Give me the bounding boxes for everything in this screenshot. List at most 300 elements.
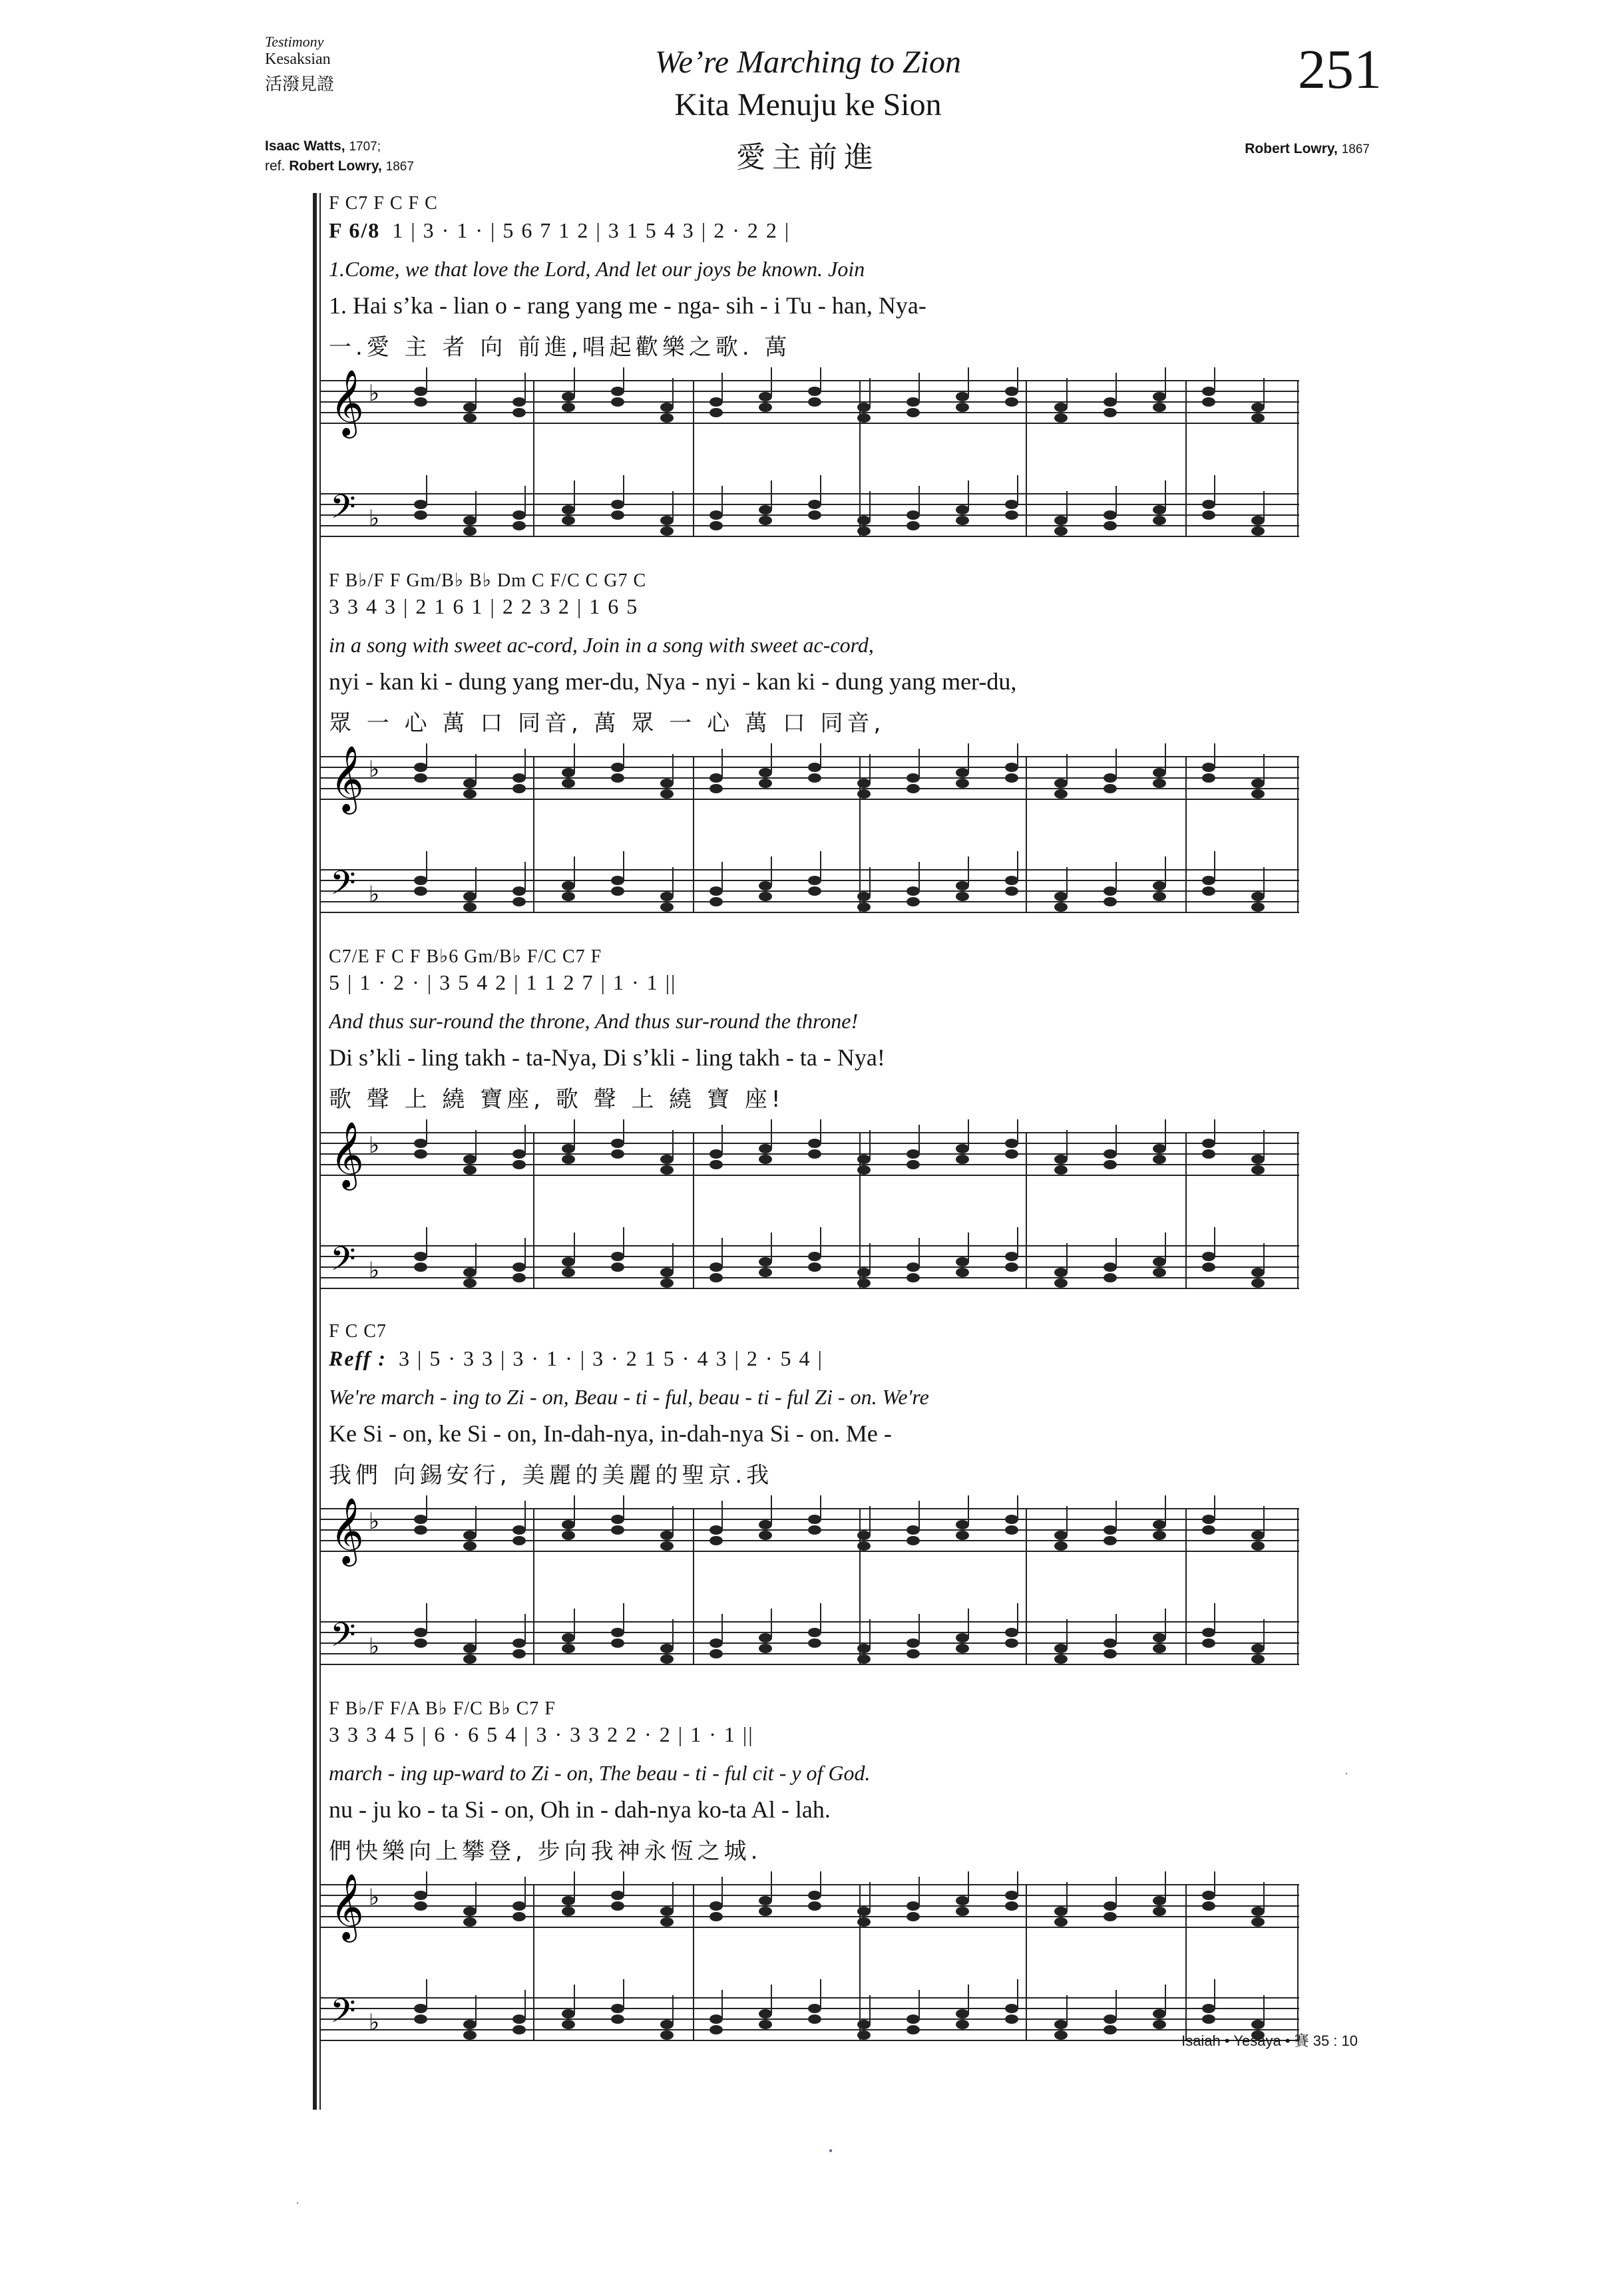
note-head: [1251, 902, 1265, 912]
treble-clef-icon: 𝄞: [330, 1121, 364, 1188]
system-left-bar: [313, 1697, 317, 2110]
music-system: [313, 193, 1311, 606]
note-head: [709, 897, 723, 906]
note-head: [611, 763, 624, 772]
note-head: [1054, 403, 1068, 412]
note-head: [956, 2020, 969, 2029]
note-head: [709, 773, 723, 783]
note-head: [1104, 510, 1117, 520]
note-head: [1005, 886, 1018, 896]
note-head: [1005, 1262, 1018, 1272]
refrain-year: 1867: [385, 160, 414, 174]
scripture-reference: Isaiah • Yesaya • 賽 35 : 10: [1181, 2032, 1358, 2049]
note-head: [907, 897, 920, 906]
note-head: [512, 1912, 526, 1921]
note-head: [709, 2014, 723, 2024]
lyrics-english: We're march - ing to Zi - on, Beau - ti - ful, beau - ti - ful Zi - on. We're: [329, 1385, 929, 1409]
note-head: [1005, 763, 1018, 772]
note-head: [463, 1531, 477, 1540]
note-head: [463, 526, 477, 536]
note-head: [414, 1515, 427, 1524]
bass-clef-icon: 𝄢: [330, 1240, 356, 1286]
note-head: [956, 1268, 969, 1277]
note-head: [1202, 886, 1215, 896]
note-head: [907, 397, 920, 407]
note-head: [512, 1536, 526, 1545]
note-head: [562, 1520, 575, 1529]
note-head: [463, 1278, 477, 1288]
words-author: Isaac Watts,: [265, 138, 345, 154]
note-head: [611, 1525, 624, 1535]
note-head: [1104, 773, 1117, 783]
note-head: [759, 505, 772, 514]
cipher-notes: 1 | 3 · 1 · | 5 6 7 1 2 | 3 1 5 4 3 | 2 · 2 2 |: [392, 218, 791, 242]
hymn-title-indonesian: Kita Menuju ke Sion: [674, 87, 942, 122]
flat-sign-icon: ♭: [369, 1884, 380, 1911]
note-head: [1202, 1891, 1215, 1900]
music-system: [313, 1321, 1311, 1734]
category-en: Testimony: [265, 33, 324, 50]
note-head: [1251, 779, 1265, 788]
note-head: [463, 892, 477, 901]
note-head: [562, 1531, 575, 1540]
lyrics-indonesian: nu - ju ko - ta Si - on, Oh in - dah-nya ko-ta Al - lah.: [329, 1796, 831, 1823]
note-head: [1251, 1278, 1265, 1288]
note-head: [463, 902, 477, 912]
note-head: [808, 500, 821, 509]
note-head: [907, 1273, 920, 1282]
note-head: [1104, 897, 1117, 906]
note-head: [611, 886, 624, 896]
note-head: [1251, 413, 1265, 423]
note-head: [512, 510, 526, 520]
cipher-notation: [329, 218, 1301, 243]
note-head: [463, 1155, 477, 1164]
treble-clef-icon: 𝄞: [330, 1873, 364, 1940]
system-left-bar: [313, 569, 317, 982]
note-head: [1202, 397, 1215, 407]
note-head: [562, 768, 575, 777]
note-head: [1251, 516, 1265, 525]
note-head: [1104, 1901, 1117, 1911]
scan-speck: ·: [296, 2196, 300, 2209]
hymn-number: 251: [1298, 39, 1382, 100]
note-head: [709, 784, 723, 793]
note-head: [1054, 1654, 1068, 1664]
note-head: [1005, 1149, 1018, 1159]
lyrics-indonesian: nyi - kan ki - dung yang mer-du, Nya - nyi - kan ki - dung yang mer-du,: [329, 668, 1017, 695]
music-credit: [1245, 141, 1370, 157]
note-head: [1005, 2014, 1018, 2024]
note-head: [907, 510, 920, 520]
note-head: [1005, 1252, 1018, 1261]
note-head: [463, 779, 477, 788]
note-head: [512, 897, 526, 906]
note-head: [562, 1144, 575, 1153]
note-head: [759, 768, 772, 777]
note-head: [1054, 902, 1068, 912]
note-head: [1104, 886, 1117, 896]
flat-sign-icon: ♭: [369, 1132, 380, 1159]
note-head: [660, 779, 674, 788]
note-head: [907, 1638, 920, 1648]
note-head: [1202, 773, 1215, 783]
system-left-bar: [313, 945, 317, 1358]
note-head: [414, 397, 427, 407]
cipher-notation: [329, 1346, 1301, 1371]
note-head: [1153, 1268, 1166, 1277]
note-head: [709, 2025, 723, 2034]
note-head: [1054, 1644, 1068, 1653]
note-head: [611, 1262, 624, 1272]
note-head: [414, 510, 427, 520]
note-head: [463, 516, 477, 525]
lyrics-chinese: 眾 一 心 萬 口 同音, 萬 眾 一 心 萬 口 同音,: [329, 710, 885, 737]
note-head: [1153, 1257, 1166, 1266]
note-head: [463, 403, 477, 412]
note-head: [562, 892, 575, 901]
note-head: [1251, 789, 1265, 799]
note-head: [907, 408, 920, 417]
note-head: [414, 2004, 427, 2013]
lyrics-english: in a song with sweet ac-cord, Join in a song with sweet ac-cord,: [329, 633, 874, 657]
note-head: [1104, 397, 1117, 407]
note-head: [562, 1268, 575, 1277]
note-head: [1005, 1139, 1018, 1148]
note-head: [808, 510, 821, 520]
note-head: [759, 881, 772, 890]
category-zh: 活潑見證: [265, 75, 335, 95]
bass-clef-icon: 𝄢: [330, 488, 356, 534]
lyrics-english: march - ing up-ward to Zi - on, The beau - ti - ful cit - y of God.: [329, 1761, 871, 1785]
note-head: [660, 1531, 674, 1540]
note-head: [1251, 1644, 1265, 1653]
note-head: [512, 1149, 526, 1159]
category-id: Kesaksian: [265, 51, 331, 68]
lyrics-indonesian: Ke Si - on, ke Si - on, In-dah-nya, in-dah-nya Si - on. Me -: [329, 1420, 892, 1447]
flat-sign-icon: ♭: [369, 380, 380, 407]
hymn-title-english: We’re Marching to Zion: [655, 45, 961, 80]
note-head: [512, 886, 526, 896]
note-head: [759, 2009, 772, 2018]
note-head: [808, 1262, 821, 1272]
note-head: [808, 387, 821, 396]
note-head: [1202, 876, 1215, 885]
note-head: [1005, 387, 1018, 396]
note-head: [1153, 403, 1166, 412]
note-head: [1202, 510, 1215, 520]
lyrics-chinese: 我們 向錫安行, 美麗的美麗的聖京.我: [329, 1462, 773, 1489]
flat-sign-icon: ♭: [369, 1633, 380, 1660]
note-head: [1202, 1525, 1215, 1535]
note-head: [1054, 779, 1068, 788]
note-head: [1153, 881, 1166, 890]
note-head: [1251, 892, 1265, 901]
note-head: [562, 1257, 575, 1266]
note-head: [512, 1649, 526, 1658]
note-head: [660, 789, 674, 799]
note-head: [1054, 1278, 1068, 1288]
note-head: [1054, 1155, 1068, 1164]
note-head: [1054, 526, 1068, 536]
note-head: [512, 1638, 526, 1648]
note-head: [1005, 1628, 1018, 1637]
note-head: [1005, 1638, 1018, 1648]
note-head: [611, 510, 624, 520]
note-head: [1005, 1891, 1018, 1900]
note-head: [463, 413, 477, 423]
note-head: [709, 408, 723, 417]
lyrics-english: And thus sur-round the throne, And thus sur-round the throne!: [329, 1009, 859, 1033]
note-head: [562, 1155, 575, 1164]
note-head: [562, 881, 575, 890]
hymn-title-chinese: 愛主前進: [736, 140, 880, 174]
cipher-notation: 5 | 1 · 2 · | 3 5 4 2 | 1 1 2 7 | 1 · 1 ||: [329, 970, 677, 994]
note-head: [709, 1262, 723, 1272]
note-head: [1153, 892, 1166, 901]
cipher-notation: 3 3 3 4 5 | 6 · 6 5 4 | 3 · 3 3 2 2 · 2 | 1 · 1 ||: [329, 1722, 754, 1746]
music-system: [313, 1697, 1311, 2110]
note-head: [414, 1628, 427, 1637]
note-head: [611, 2004, 624, 2013]
note-head: [759, 892, 772, 901]
note-head: [660, 413, 674, 423]
note-head: [414, 1891, 427, 1900]
note-head: [956, 392, 969, 401]
note-head: [808, 886, 821, 896]
note-head: [956, 1520, 969, 1529]
note-head: [1005, 1515, 1018, 1524]
note-head: [907, 1912, 920, 1921]
note-head: [414, 1139, 427, 1148]
note-head: [1054, 892, 1068, 901]
note-head: [512, 2025, 526, 2034]
refrain-prefix: ref.: [265, 158, 286, 174]
note-head: [463, 1268, 477, 1277]
bass-clef-icon: 𝄢: [330, 864, 356, 910]
note-head: [709, 1160, 723, 1169]
note-head: [562, 1896, 575, 1905]
note-head: [414, 773, 427, 783]
note-head: [759, 516, 772, 525]
note-head: [1251, 1917, 1265, 1927]
flat-sign-icon: ♭: [369, 756, 380, 783]
note-head: [660, 1165, 674, 1175]
note-head: [611, 1252, 624, 1261]
note-head: [562, 2009, 575, 2018]
flat-sign-icon: ♭: [369, 505, 380, 532]
refrain-author: Robert Lowry,: [289, 158, 382, 174]
note-head: [1054, 413, 1068, 423]
note-head: [1251, 526, 1265, 536]
note-head: [463, 1654, 477, 1664]
grand-staff: [321, 1119, 1306, 1346]
note-head: [562, 779, 575, 788]
note-head: [1251, 403, 1265, 412]
note-head: [709, 1536, 723, 1545]
note-head: [709, 1273, 723, 1282]
note-head: [956, 768, 969, 777]
note-head: [759, 392, 772, 401]
note-head: [907, 1160, 920, 1169]
note-head: [1251, 1541, 1265, 1551]
note-head: [759, 1644, 772, 1653]
note-head: [512, 408, 526, 417]
note-head: [1153, 1633, 1166, 1642]
note-head: [1153, 2009, 1166, 2018]
note-head: [1005, 2004, 1018, 2013]
note-head: [709, 886, 723, 896]
note-head: [463, 1917, 477, 1927]
note-head: [660, 902, 674, 912]
note-head: [660, 2020, 674, 2029]
note-head: [1054, 789, 1068, 799]
note-head: [907, 2025, 920, 2034]
note-head: [562, 505, 575, 514]
note-head: [1202, 1901, 1215, 1911]
note-head: [709, 1912, 723, 1921]
note-head: [414, 387, 427, 396]
key-signature-label: F 6/8: [329, 218, 381, 242]
note-head: [808, 1628, 821, 1637]
note-head: [1054, 2020, 1068, 2029]
note-head: [1005, 500, 1018, 509]
note-head: [759, 1257, 772, 1266]
note-head: [512, 784, 526, 793]
note-head: [660, 1907, 674, 1916]
note-head: [660, 1541, 674, 1551]
note-head: [1104, 1273, 1117, 1282]
note-head: [956, 505, 969, 514]
note-head: [709, 1649, 723, 1658]
note-head: [1005, 1901, 1018, 1911]
note-head: [1202, 1252, 1215, 1261]
note-head: [660, 892, 674, 901]
note-head: [709, 510, 723, 520]
note-head: [1251, 2020, 1265, 2029]
note-head: [512, 1160, 526, 1169]
words-credit: [265, 138, 381, 154]
note-head: [660, 1268, 674, 1277]
bass-clef-icon: 𝄢: [330, 1992, 356, 2038]
note-head: [1104, 1525, 1117, 1535]
chord-symbols: C7/E F C F B♭6 Gm/B♭ F/C C7 F: [329, 946, 602, 967]
note-head: [956, 1144, 969, 1153]
note-head: [1054, 516, 1068, 525]
note-head: [907, 1536, 920, 1545]
scan-speck: •: [829, 2144, 833, 2158]
note-head: [759, 2020, 772, 2029]
note-head: [808, 1515, 821, 1524]
note-head: [759, 1144, 772, 1153]
note-head: [1153, 1531, 1166, 1540]
note-head: [611, 1139, 624, 1148]
note-head: [808, 1149, 821, 1159]
note-head: [1104, 521, 1117, 530]
note-head: [414, 500, 427, 509]
note-head: [808, 1901, 821, 1911]
note-head: [907, 2014, 920, 2024]
note-head: [907, 773, 920, 783]
lyrics-indonesian: 1. Hai s’ka - lian o - rang yang me - nga- sih - i Tu - han, Nya-: [329, 292, 926, 319]
note-head: [1202, 1638, 1215, 1648]
note-head: [759, 1896, 772, 1905]
note-head: [414, 1901, 427, 1911]
note-head: [611, 1628, 624, 1637]
flat-sign-icon: ♭: [369, 2009, 380, 2036]
note-head: [512, 1273, 526, 1282]
note-head: [1104, 1149, 1117, 1159]
lyrics-chinese: 一.愛 主 者 向 前進,唱起歡樂之歌. 萬: [329, 334, 791, 361]
note-head: [1153, 768, 1166, 777]
cipher-notation: 3 3 4 3 | 2 1 6 1 | 2 2 3 2 | 1 6 5: [329, 594, 639, 618]
note-head: [907, 521, 920, 530]
note-head: [956, 892, 969, 901]
note-head: [660, 1917, 674, 1927]
note-head: [808, 773, 821, 783]
music-system: [313, 569, 1311, 982]
note-head: [1054, 1917, 1068, 1927]
note-head: [1153, 1144, 1166, 1153]
note-head: [660, 1644, 674, 1653]
note-head: [1251, 1268, 1265, 1277]
note-head: [907, 1525, 920, 1535]
note-head: [463, 1165, 477, 1175]
note-head: [808, 763, 821, 772]
note-head: [808, 876, 821, 885]
note-head: [1005, 773, 1018, 783]
note-head: [1251, 1907, 1265, 1916]
note-head: [759, 1520, 772, 1529]
note-head: [808, 2004, 821, 2013]
note-head: [759, 1268, 772, 1277]
note-head: [1153, 1520, 1166, 1529]
note-head: [907, 1649, 920, 1658]
note-head: [414, 1252, 427, 1261]
note-head: [562, 516, 575, 525]
note-head: [1054, 1907, 1068, 1916]
note-head: [611, 1638, 624, 1648]
note-head: [709, 1638, 723, 1648]
note-head: [463, 1907, 477, 1916]
lyrics-chinese: 歌 聲 上 繞 寶座, 歌 聲 上 繞 寶 座!: [329, 1086, 785, 1113]
note-head: [660, 403, 674, 412]
note-head: [1202, 1139, 1215, 1148]
note-head: [709, 1525, 723, 1535]
note-head: [1153, 2020, 1166, 2029]
note-head: [759, 1155, 772, 1164]
refrain-credit: [265, 158, 414, 174]
note-head: [611, 500, 624, 509]
note-head: [907, 886, 920, 896]
note-head: [907, 1901, 920, 1911]
note-head: [1202, 1262, 1215, 1272]
note-head: [1153, 779, 1166, 788]
note-head: [414, 1262, 427, 1272]
note-head: [463, 1541, 477, 1551]
note-head: [1202, 500, 1215, 509]
note-head: [414, 763, 427, 772]
music-year: 1867: [1341, 142, 1370, 156]
note-head: [414, 886, 427, 896]
note-head: [759, 1907, 772, 1916]
grand-staff: [321, 1495, 1306, 1722]
note-head: [1054, 2030, 1068, 2040]
note-head: [808, 1891, 821, 1900]
note-head: [1104, 1638, 1117, 1648]
note-head: [1005, 1525, 1018, 1535]
note-head: [611, 387, 624, 396]
